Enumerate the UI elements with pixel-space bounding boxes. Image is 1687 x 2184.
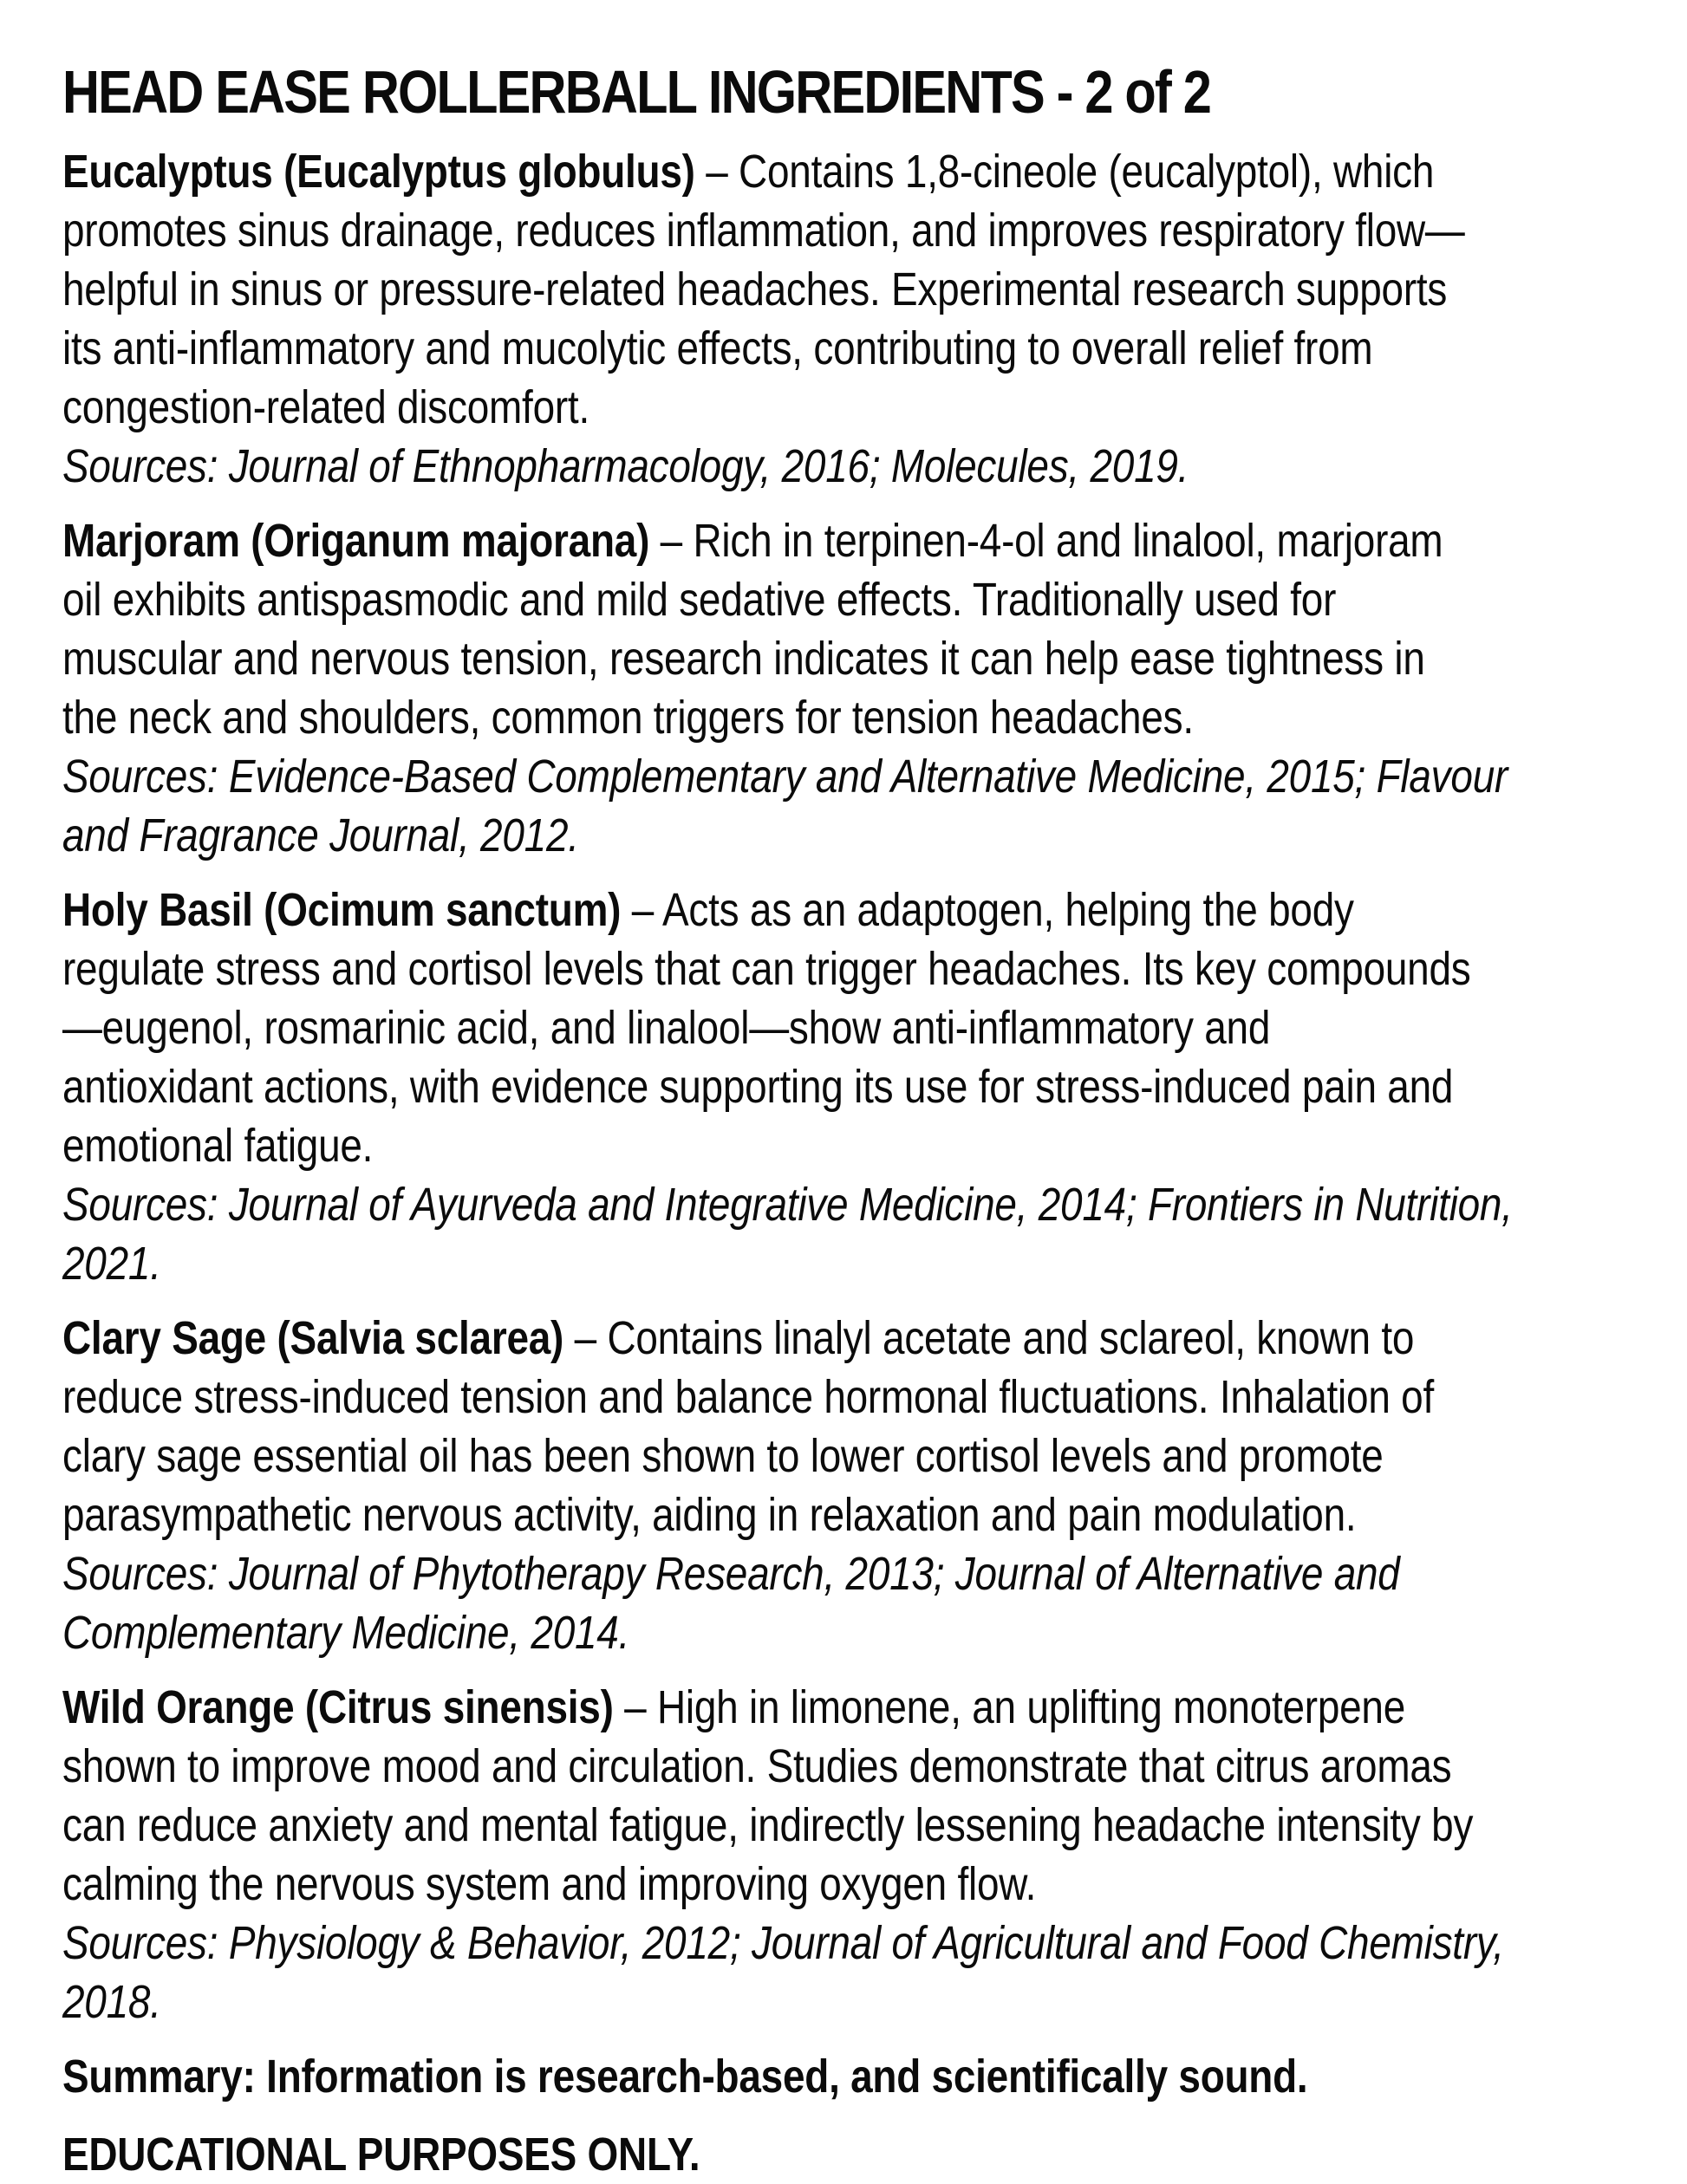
ingredient-name: Wild Orange (Citrus sinensis) (62, 1681, 614, 1733)
body-line (62, 1309, 1687, 1368)
body-line: congestion-related discomfort. (62, 381, 589, 433)
source-line: Complementary Medicine, 2014. (62, 1607, 630, 1659)
ingredient-text: – Rich in terpinen-4-ol and linalool, marjoram (660, 515, 1443, 567)
source-line: 2018. (62, 1976, 161, 2028)
body-line: helpful in sinus or pressure-related headaches. Experimental research supports (62, 263, 1448, 315)
body-line: its anti-inflammatory and mucolytic effects, contributing to overall relief from (62, 322, 1373, 374)
body-line: clary sage essential oil has been shown to lower cortisol levels and promote (62, 1430, 1384, 1482)
ingredient-name: Clary Sage (Salvia sclarea) (62, 1312, 564, 1364)
ingredient-section-clary-sage (62, 1309, 1687, 1662)
source-line: Sources: Evidence-Based Complementary and Alternative Medicine, 2015; Flavour (62, 751, 1508, 803)
body-line: emotional fatigue. (62, 1120, 374, 1172)
source-line: and Fragrance Journal, 2012. (62, 809, 579, 861)
body-line: muscular and nervous tension, research indicates it can help ease tightness in (62, 633, 1425, 685)
ingredient-name: Marjoram (Origanum majorana) (62, 515, 650, 567)
body-line: the neck and shoulders, common triggers for tension headaches. (62, 692, 1194, 744)
body-line: regulate stress and cortisol levels that can trigger headaches. Its key compounds (62, 943, 1471, 995)
body-line: can reduce anxiety and mental fatigue, indirectly lessening headache intensity by (62, 1799, 1474, 1851)
body-line (62, 142, 1687, 201)
ingredient-text: – Acts as an adaptogen, helping the body (631, 884, 1354, 936)
source-line: 2021. (62, 1238, 161, 1290)
source-line: Sources: Physiology & Behavior, 2012; Journal of Agricultural and Food Chemistry, (62, 1917, 1504, 1969)
summary-text: Summary: Information is research-based, and scientifically sound. (62, 2051, 1308, 2103)
summary-section (62, 2047, 1687, 2106)
disclaimer-text: EDUCATIONAL PURPOSES ONLY. (62, 2129, 700, 2181)
body-line: oil exhibits antispasmodic and mild sedative effects. Traditionally used for (62, 574, 1337, 626)
body-line: shown to improve mood and circulation. Studies demonstrate that citrus aromas (62, 1740, 1452, 1792)
page-title: HEAD EASE ROLLERBALL INGREDIENTS - 2 of 2 (62, 58, 1211, 126)
document-body (62, 55, 1687, 2184)
source-line: Sources: Journal of Phytotherapy Research, 2013; Journal of Alternative and (62, 1548, 1400, 1600)
ingredient-text: – Contains linalyl acetate and sclareol, known to (574, 1312, 1415, 1364)
body-line (62, 511, 1687, 570)
source-line: Sources: Journal of Ethnopharmacology, 2016; Molecules, 2019. (62, 440, 1189, 492)
body-line (62, 881, 1687, 939)
source-line: Sources: Journal of Ayurveda and Integrative Medicine, 2014; Frontiers in Nutrition, (62, 1179, 1513, 1231)
body-line: reduce stress-induced tension and balance hormonal fluctuations. Inhalation of (62, 1371, 1434, 1423)
body-line (62, 1678, 1687, 1737)
ingredient-section-wild-orange (62, 1678, 1687, 2031)
ingredient-name: Eucalyptus (Eucalyptus globulus) (62, 146, 695, 198)
body-line: calming the nervous system and improving oxygen flow. (62, 1858, 1037, 1910)
footer-section (62, 2125, 1687, 2184)
ingredient-text: – Contains 1,8-cineole (eucalyptol), which (706, 146, 1435, 198)
ingredient-name: Holy Basil (Ocimum sanctum) (62, 884, 622, 936)
body-line: antioxidant actions, with evidence supporting its use for stress-induced pain and (62, 1061, 1454, 1113)
ingredient-section-marjoram (62, 511, 1687, 865)
body-line: promotes sinus drainage, reduces inflammation, and improves respiratory flow— (62, 205, 1465, 257)
ingredient-section-holy-basil (62, 881, 1687, 1293)
ingredient-section-eucalyptus (62, 142, 1687, 496)
ingredient-text: – High in limonene, an uplifting monoterpene (624, 1681, 1406, 1733)
body-line: parasympathetic nervous activity, aiding in relaxation and pain modulation. (62, 1489, 1357, 1541)
body-line: —eugenol, rosmarinic acid, and linalool—show anti-inflammatory and (62, 1002, 1271, 1054)
